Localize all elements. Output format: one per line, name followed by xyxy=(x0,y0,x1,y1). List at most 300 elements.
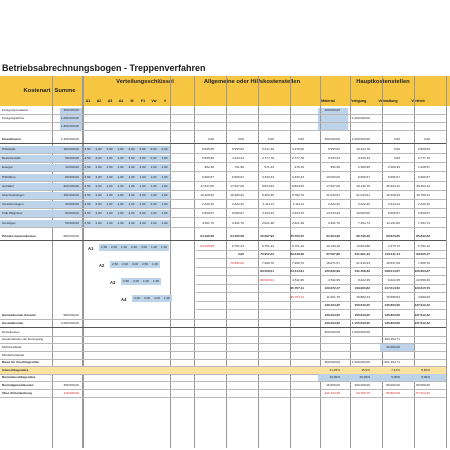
cell: 35.755,45 xyxy=(290,233,304,238)
summe-value: 1.000.000,00 xyxy=(60,116,79,120)
cost-value: 3.333,33 xyxy=(291,174,304,179)
key-value: 1,00 xyxy=(150,183,157,188)
cost-label: Sonstiges xyxy=(2,220,16,225)
row-label: Gesamtkosten xyxy=(2,320,24,325)
key-header: F1 xyxy=(140,99,146,103)
step-value: 15.882,43 xyxy=(356,294,370,299)
lower-value: 1.000.000,00 xyxy=(351,329,370,334)
row-label: Minderbestände xyxy=(2,352,25,357)
step-key: 1,00 xyxy=(150,244,158,249)
cell: 136.803,06 xyxy=(384,320,400,325)
lower-value: -57.912,42 xyxy=(415,390,430,395)
key-value: 1,00 xyxy=(106,174,113,179)
step-key: 2,00 xyxy=(130,244,138,249)
col-kostenart: Kostenart xyxy=(23,88,51,94)
cost-value: 5.217,39 xyxy=(261,147,274,151)
lower-value: 1.601.464,71 xyxy=(381,360,400,365)
cost-value: 1.111,11 xyxy=(262,202,274,207)
step-value: 7.468,70 xyxy=(261,260,274,265)
row-label: Gesamtkosten der Erzeugung xyxy=(2,337,44,342)
key-header: A3 xyxy=(107,99,113,103)
cost-value: 35.294,12 xyxy=(386,183,400,188)
step-value: 95.707,11 xyxy=(290,285,304,290)
step-key: 3,00 xyxy=(133,295,141,300)
cost-label: Betriebsstoffe xyxy=(2,156,21,161)
step-value: 6.751,44 xyxy=(261,243,274,248)
key-value: 1,00 xyxy=(161,165,168,170)
cost-value: 6.666,67 xyxy=(387,174,400,179)
key-value: 1,00 xyxy=(128,183,135,188)
key-value: 1,00 xyxy=(106,220,113,225)
step-key: 4,00 xyxy=(153,295,161,300)
cost-value: 3.333,33 xyxy=(291,211,304,216)
step-value: 39.449,38 xyxy=(290,251,304,256)
cost-value: 10.000,00 xyxy=(326,174,340,179)
key-value: 2,50 xyxy=(84,147,91,151)
key-value: 1,00 xyxy=(150,220,157,225)
cost-value: 952,38 xyxy=(204,165,214,170)
step-value: 137.912,42 xyxy=(414,302,430,307)
cost-label: Hilfsstoffe xyxy=(2,147,16,151)
key-value: 2,00 xyxy=(150,202,157,207)
cost-value: 2.777,78 xyxy=(261,156,274,161)
key-value: 1,00 xyxy=(117,174,124,179)
step-key: 3,00 xyxy=(131,261,139,266)
cost-value: 0,00 xyxy=(393,156,400,161)
cost-value: 6.956,52 xyxy=(327,147,340,151)
key-value: 1,00 xyxy=(150,211,157,216)
cost-value: 17.647,06 xyxy=(326,183,340,188)
key-value: 3,00 xyxy=(139,165,146,170)
key-header: V xyxy=(163,99,167,103)
step-value: 80.528,01 xyxy=(260,268,274,273)
key-value: 1,00 xyxy=(117,165,124,170)
cost-value: 2.380,95 xyxy=(387,165,400,170)
step-value: 99.605,17 xyxy=(416,251,430,256)
cost-value: 3.361,76 xyxy=(327,220,340,225)
key-value: 2,00 xyxy=(161,147,168,151)
step-value: 110.241,14 xyxy=(384,251,400,256)
row-label: Fertigungsmaterial xyxy=(2,108,28,112)
cell: 2.080.000,00 xyxy=(60,320,79,325)
key-value: 2,00 xyxy=(95,165,102,170)
key-value: 1,00 xyxy=(106,156,113,161)
hk-col-header: Verwaltung xyxy=(378,99,398,103)
cell: 90.873,65 xyxy=(386,233,400,238)
cell: 450.000,00 xyxy=(63,383,79,387)
cost-value: 21.043,61 xyxy=(326,193,340,197)
step-value: 0,00 xyxy=(237,251,244,256)
step-key: 1,00 xyxy=(151,261,159,266)
step-key: 2,00 xyxy=(110,244,118,249)
key-value: 1,00 xyxy=(117,202,124,207)
step-value: 70.952,02 xyxy=(260,251,274,256)
step-value: 16.537,09 xyxy=(386,260,400,265)
cost-value: 3.333,33 xyxy=(261,211,274,216)
hk-col-header: Fertigung xyxy=(349,99,367,103)
cost-value: 16.759,41 xyxy=(416,193,430,197)
step-value: -70.952,02 xyxy=(229,260,244,265)
col-haupt: Hauptkostenstellen xyxy=(356,79,410,85)
cost-value: 7.394,74 xyxy=(417,220,430,225)
summe-value: 1.300.000,00 xyxy=(60,124,79,128)
lower-value: 21,25% xyxy=(329,367,340,372)
cost-label: Hilfslöhne xyxy=(2,174,16,179)
cost-value: 2.777,78 xyxy=(417,156,430,161)
key-value: 3,00 xyxy=(139,147,146,151)
cost-value: 8.823,53 xyxy=(291,183,304,188)
key-value: 1,00 xyxy=(117,147,124,151)
key-value: 1,00 xyxy=(161,183,168,188)
step-value: 136.234,35 xyxy=(324,302,340,307)
cost-value: 8.695,65 xyxy=(201,147,214,151)
cell: 137.912,42 xyxy=(414,312,430,317)
cell: 1.155.843,25 xyxy=(351,320,370,325)
step-value: 120.632,99 xyxy=(324,268,340,273)
key-value: 2,50 xyxy=(84,220,91,225)
col-summe: Summe xyxy=(54,88,76,94)
cost-value: 2.777,78 xyxy=(291,156,304,161)
cell: 136.803,06 xyxy=(384,312,400,317)
key-header: A2 xyxy=(96,99,102,103)
step-value: 120.615,70 xyxy=(414,285,430,290)
cost-value: 2.222,22 xyxy=(417,202,430,207)
cost-value: 2.222,22 xyxy=(231,202,244,207)
key-value: 1,00 xyxy=(117,183,124,188)
cell: 155.843,25 xyxy=(354,312,370,317)
step-value: 22.659,30 xyxy=(416,277,430,282)
cost-value: 2.621,48 xyxy=(291,220,304,225)
step-value: 101.961,42 xyxy=(354,251,370,256)
lower-value: -121.234,35 xyxy=(323,390,340,395)
cost-value: 2.222,22 xyxy=(357,202,370,207)
cell: 580.000,00 xyxy=(63,233,79,238)
step-key: 2,50 xyxy=(111,261,119,266)
row-label: Primäre Gemeinkosten xyxy=(2,233,36,238)
step-value: 117.614,52 xyxy=(384,285,400,290)
key-value: 1,00 xyxy=(117,193,124,197)
col-verteilung: Verteilungsschlüssel xyxy=(116,79,174,85)
key-value: 3,00 xyxy=(139,193,146,197)
cost-value: 21.043,61 xyxy=(356,193,370,197)
key-value: 2,00 xyxy=(95,220,102,225)
key-header: Vw xyxy=(151,99,157,103)
cell: 0,00 xyxy=(267,137,274,141)
row-divider xyxy=(0,143,446,144)
step-value: 4.511,95 xyxy=(328,277,340,282)
cost-value: 6.666,67 xyxy=(387,211,400,216)
key-value: 1,00 xyxy=(161,220,168,225)
key-value: 3,00 xyxy=(139,211,146,216)
key-value: 2,50 xyxy=(84,165,91,170)
cost-value: 10.434,78 xyxy=(356,147,370,151)
key-value: 1,00 xyxy=(106,183,113,188)
key-value: 1,00 xyxy=(117,156,124,161)
lower-value: 1.000.000,00 xyxy=(351,360,370,365)
step-key: 2,50 xyxy=(122,278,130,283)
key-value: 2,00 xyxy=(95,193,102,197)
key-value: 2,00 xyxy=(95,174,102,179)
summe-value: 20.000,00 xyxy=(65,202,79,207)
key-value: 2,00 xyxy=(139,202,146,207)
key-value: 2,00 xyxy=(95,156,102,161)
cell: 96.736,26 xyxy=(356,233,370,238)
step-key: 2,50 xyxy=(141,261,149,266)
cost-value: 3.333,33 xyxy=(261,174,274,179)
key-value: 1,00 xyxy=(161,156,168,161)
step-value: 7.468,70 xyxy=(417,260,430,265)
key-value: 2,50 xyxy=(84,156,91,161)
cost-value: 16.285,22 xyxy=(230,193,244,197)
row-label: Mehrbestände xyxy=(2,345,22,349)
step-label: A2 xyxy=(99,262,105,268)
row-divider xyxy=(0,240,446,241)
cell: 1.300.000,00 xyxy=(60,137,79,141)
hk-col-header: Material xyxy=(321,99,335,103)
cost-value: 16.428,32 xyxy=(200,193,214,197)
cell: 64.195,58 xyxy=(230,233,244,238)
lower-value: 80.000,00 xyxy=(386,383,400,387)
cell: 32.697,93 xyxy=(260,233,274,238)
step-value: 136.803,06 xyxy=(384,302,400,307)
key-value: 1,00 xyxy=(128,202,135,207)
row-label: Basis für Zuschlagssätze xyxy=(2,360,40,365)
row-label: Normalzuschlagssätze xyxy=(2,375,36,380)
step-key: 2,00 xyxy=(121,261,129,266)
cost-value: 16.328,33 xyxy=(386,193,400,197)
key-value: 0,00 xyxy=(150,147,157,151)
cost-value: 6.666,67 xyxy=(231,211,244,216)
step-value: 13.504,88 xyxy=(356,243,370,248)
key-value: 2,50 xyxy=(84,211,91,216)
cost-value: 8.333,33 xyxy=(327,156,340,161)
step-value: -80.528,01 xyxy=(259,277,274,282)
lower-value: 300.000,00 xyxy=(324,329,340,334)
cell: -110.000,00 xyxy=(62,390,79,395)
key-value: 1,50 xyxy=(106,165,113,170)
key-value: 0,00 xyxy=(150,156,157,161)
cost-value: 6.666,67 xyxy=(201,174,214,179)
cost-value: 2.222,22 xyxy=(201,202,214,207)
cost-label: Gehälter xyxy=(2,183,14,188)
cost-value: 0,00 xyxy=(393,147,400,151)
cell: 300.000,00 xyxy=(324,137,340,141)
lower-value: 80.000,00 xyxy=(416,383,430,387)
step-value: -95.707,11 xyxy=(289,294,304,299)
cost-value: 35.294,12 xyxy=(416,183,430,188)
cell: 136.234,35 xyxy=(324,312,340,317)
lower-value: -44.156,75 xyxy=(355,390,370,395)
cost-value: 3.361,76 xyxy=(201,220,214,225)
summe-value: 80.000,00 xyxy=(65,211,79,216)
fertigung-value: 1.000.000,00 xyxy=(351,116,370,120)
key-value: 2,50 xyxy=(84,202,91,207)
key-value: 3,00 xyxy=(128,156,135,161)
lower-value: 15.000,00 xyxy=(326,383,340,387)
step-label: A3 xyxy=(110,279,116,285)
step-value: 139.960,82 xyxy=(354,285,370,290)
cell: 580.000,00 xyxy=(63,312,79,317)
cost-value: 571,43 xyxy=(264,165,274,170)
summe-value: 50.000,00 xyxy=(65,220,79,225)
key-value: 1,00 xyxy=(161,202,168,207)
step-value: 18.671,57 xyxy=(326,260,340,265)
step-value: -64.195,58 xyxy=(199,243,214,248)
key-value: 1,00 xyxy=(117,220,124,225)
key-value: 2,00 xyxy=(95,202,102,207)
lower-value: 10,00% xyxy=(329,375,340,380)
key-value: 2,00 xyxy=(128,147,135,151)
key-value: 1,00 xyxy=(150,165,157,170)
cost-label: Kalk.Wagnisse xyxy=(2,211,23,216)
step-label: A1 xyxy=(88,245,94,251)
summe-value: 300.000,00 xyxy=(63,108,79,112)
key-value: 1,00 xyxy=(161,193,168,197)
key-header: M xyxy=(130,99,134,103)
key-value: 3,00 xyxy=(139,156,146,161)
key-header: A1 xyxy=(85,99,91,103)
key-value: 1,50 xyxy=(106,147,113,151)
page-title: Betriebsabrechnungsbogen - Treppenverfahren xyxy=(2,63,206,73)
key-value: 3,00 xyxy=(128,193,135,197)
key-value: 2,00 xyxy=(128,211,135,216)
cell: 64.195,58 xyxy=(200,233,214,238)
step-value: 37.507,80 xyxy=(326,251,340,256)
cost-value: 1.111,11 xyxy=(292,202,304,207)
key-value: 2,00 xyxy=(95,183,102,188)
step-value: 106.303,87 xyxy=(414,268,430,273)
step-value: 10.130,16 xyxy=(326,243,340,248)
key-value: 2,50 xyxy=(84,183,91,188)
row-divider xyxy=(0,327,446,328)
row-label: Fertigungslöhne xyxy=(2,116,25,120)
step-value: 15.588,54 xyxy=(386,294,400,299)
key-value: 1,00 xyxy=(106,193,113,197)
row-label: Istzuschlagssätze xyxy=(2,367,29,372)
key-value: 1,00 xyxy=(106,211,113,216)
row-label: Einzelkosten xyxy=(2,329,20,334)
lower-value: 5,00% xyxy=(391,375,400,380)
step-value: 3.375,72 xyxy=(387,243,400,248)
cell: 91.834,26 xyxy=(326,233,340,238)
step-key: 1,00 xyxy=(142,278,150,283)
cost-value: 6.666,67 xyxy=(417,211,430,216)
cost-value: 6.666,67 xyxy=(201,211,214,216)
row-label: Einzelkosten xyxy=(2,137,21,141)
cost-value: 4.444,44 xyxy=(387,202,400,207)
lower-value: 8,60% xyxy=(421,367,430,372)
step-key: 1,00 xyxy=(152,278,160,283)
step-key: 1,00 xyxy=(120,244,128,249)
cell: 85.842,63 xyxy=(416,233,430,238)
key-value: 1,00 xyxy=(128,174,135,179)
cost-value: 8.823,53 xyxy=(261,183,274,188)
row-label: Normalgemeinkosten xyxy=(2,383,34,387)
step-value: 6.751,44 xyxy=(231,243,244,248)
cost-value: 4.444,44 xyxy=(231,156,244,161)
summe-value: 10.000,00 xyxy=(65,165,79,170)
step-key: 2,50 xyxy=(100,244,108,249)
step-value: 53.114,81 xyxy=(290,268,304,273)
step-key: 3,00 xyxy=(143,295,151,300)
lower-value: 20,00% xyxy=(359,375,370,380)
cost-label: Versicherungen xyxy=(2,202,24,207)
cost-value: 7.394,74 xyxy=(357,220,370,225)
lower-value: 7,41% xyxy=(391,367,400,372)
cost-value: 17.647,06 xyxy=(200,183,214,188)
key-value: 2,00 xyxy=(128,165,135,170)
cost-value: 10.000,00 xyxy=(356,211,370,216)
lower-value: 5,00% xyxy=(421,375,430,380)
cost-value: 6.956,52 xyxy=(417,147,430,151)
key-value: 1,00 xyxy=(139,174,146,179)
key-value: 1,00 xyxy=(106,202,113,207)
step-value: 4.511,95 xyxy=(292,277,304,282)
cost-value: 476,19 xyxy=(294,165,304,170)
summe-value: 50.000,00 xyxy=(65,156,79,161)
step-value: 131.458,29 xyxy=(354,268,370,273)
cost-value: 6.666,67 xyxy=(417,174,430,179)
step-value: 8.422,45 xyxy=(387,277,400,282)
lower-value: 20.000,00 xyxy=(386,345,400,349)
step-value: 120.672,17 xyxy=(324,285,340,290)
cost-value: 2.621,48 xyxy=(261,220,274,225)
cell: 137.912,42 xyxy=(414,320,430,325)
step-label: A4 xyxy=(121,296,127,302)
cell: 0,00 xyxy=(423,137,430,141)
key-value: 1,00 xyxy=(117,211,124,216)
summe-value: 150.000,00 xyxy=(63,193,79,197)
summe-value: 100.000,00 xyxy=(63,147,79,151)
key-value: 1,00 xyxy=(139,183,146,188)
key-value: 1,00 xyxy=(161,211,168,216)
step-value: 6.751,44 xyxy=(417,243,430,248)
row-label: Gemeinkosten Gesamt xyxy=(2,312,36,317)
cost-value: 5.555,56 xyxy=(201,156,214,161)
key-value: 2,50 xyxy=(84,174,91,179)
key-value: 3,00 xyxy=(128,220,135,225)
cost-value: 3.478,26 xyxy=(291,147,304,151)
key-value: 2,00 xyxy=(95,211,102,216)
step-key: 1,00 xyxy=(163,295,171,300)
lower-value: 200.000,00 xyxy=(354,383,370,387)
lower-value: 1.192.464,71 xyxy=(381,337,400,342)
key-value: 1,00 xyxy=(150,174,157,179)
col-allgemeine: Allgemeine oder Hilfskostenstellen xyxy=(203,79,301,85)
cell: 0,00 xyxy=(393,137,400,141)
cost-value: 13.151,80 xyxy=(386,220,400,225)
cell: 1.000.000,00 xyxy=(351,137,370,141)
cost-value: 952,38 xyxy=(330,165,340,170)
cost-value: 2.222,22 xyxy=(327,202,340,207)
cost-label: Abschreibungen xyxy=(2,193,25,197)
cost-value: 13.333,33 xyxy=(326,211,340,216)
step-key: 1,00 xyxy=(160,244,168,249)
key-value: 2,00 xyxy=(95,147,102,151)
cost-value: 6.782,75 xyxy=(291,193,304,197)
step-value: 4.580,63 xyxy=(417,294,430,299)
summe-value: 200.000,00 xyxy=(63,183,79,188)
cost-value: 3.361,76 xyxy=(231,220,244,225)
cost-value: 2.380,95 xyxy=(357,165,370,170)
lower-value: 15,5% xyxy=(361,367,370,372)
step-key: 3,00 xyxy=(140,244,148,249)
step-key: 2,00 xyxy=(132,278,140,283)
cost-label: Energie xyxy=(2,165,13,170)
step-value: 7.468,70 xyxy=(291,260,304,265)
cost-value: 17.647,06 xyxy=(230,183,244,188)
key-header: A4 xyxy=(118,99,124,103)
